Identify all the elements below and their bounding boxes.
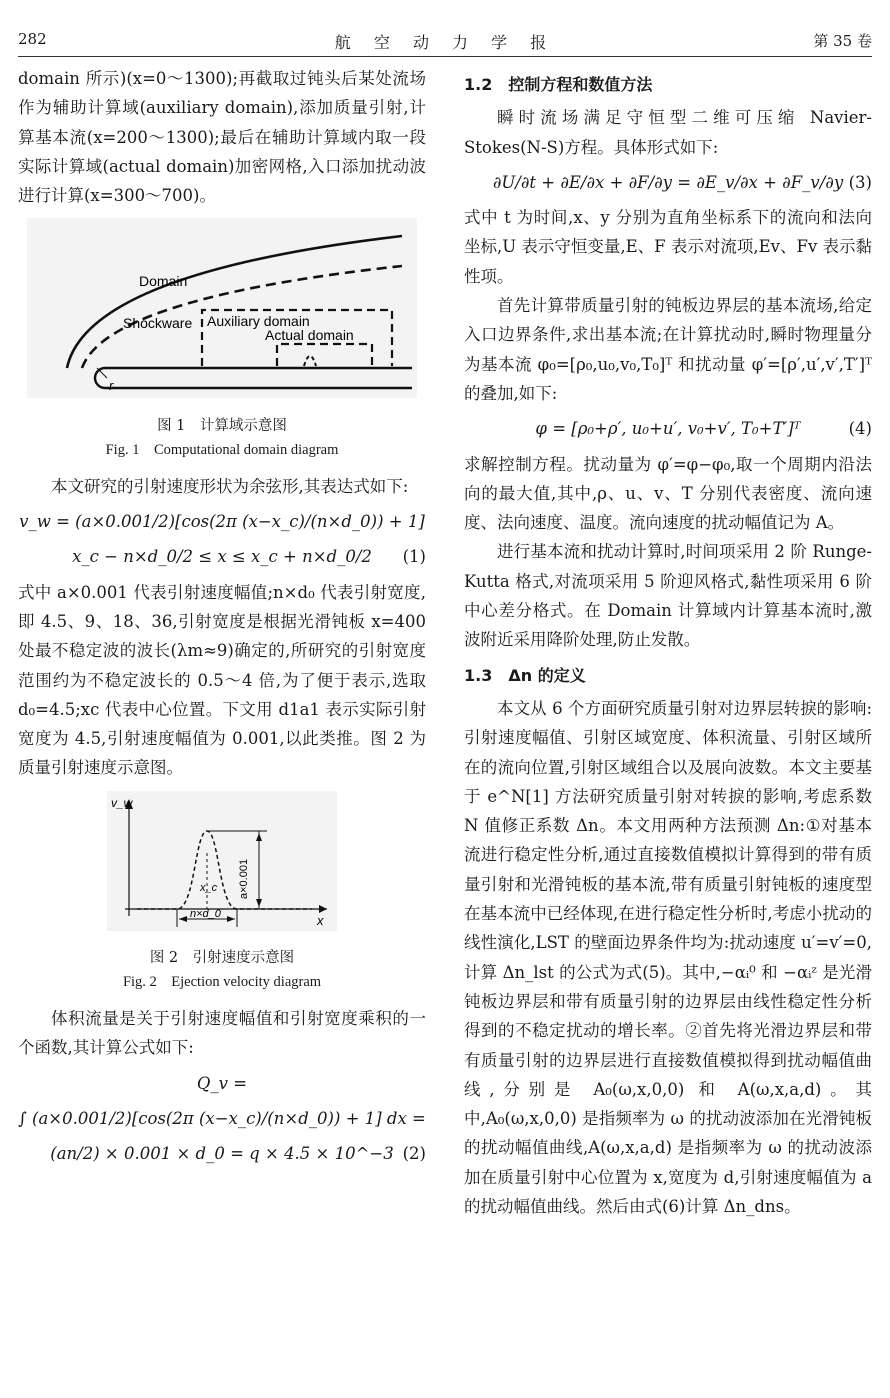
- section-heading-1-3: 1.3 Δn 的定义: [464, 665, 586, 685]
- equation-2a: Q_v =: [196, 1073, 248, 1093]
- computational-domain-diagram: [27, 218, 417, 398]
- width-label: n×d_0: [190, 907, 221, 920]
- page-number: 282: [18, 30, 47, 48]
- radius-label: r: [109, 378, 114, 394]
- paragraph: 瞬时流场满足守恒型二维可压缩 Navier-Stokes(N-S)方程。具体形式如下:: [464, 108, 872, 157]
- equation-2: [18, 1139, 426, 1168]
- equation-1b: x_c − n×d_0/2 ≤ x ≤ x_c + n×d_0/2: [72, 547, 372, 567]
- center-position-label: x_c: [200, 881, 218, 894]
- figure-2-caption-en: Fig. 2 Ejection velocity diagram: [122, 974, 322, 991]
- equation-4-body: φ = [ρ₀+ρ′, u₀+u′, v₀+v′, T₀+T′]ᵀ: [535, 419, 801, 439]
- shockware-label: Shockware: [123, 315, 193, 332]
- equation-3-body: ∂U/∂t + ∂E/∂x + ∂F/∂y = ∂E_v/∂x + ∂F_v/∂y: [492, 172, 844, 192]
- paragraph: 本文研究的引射速度形状为余弦形,其表达式如下:: [51, 476, 409, 496]
- equation-3: [464, 168, 872, 197]
- paragraph: 求解控制方程。扰动量为 φ′=φ−φ₀,取一个周期内沿法向的最大值,其中,ρ、u、v、T 分别代表密度、流向速度、法向速度、温度。流向速度的扰动幅值记为 A。: [464, 454, 872, 533]
- volume-label: 第 35 卷: [813, 32, 872, 50]
- equation-2c: (an/2) × 0.001 × d_0 = q × 4.5 × 10^−3: [50, 1144, 394, 1164]
- y-axis-label: v_w: [111, 795, 133, 810]
- domain-label: Domain: [139, 273, 188, 290]
- figure-1-caption-en: Fig. 1 Computational domain diagram: [105, 441, 339, 458]
- paragraph: 式中 a×0.001 代表引射速度幅值;n×d₀ 代表引射宽度,即 4.5、9、18、36,引射宽度是根据光滑钝板 x=400 处最不稳定波的波长(λm≈9)确定的,所研究的引射宽度范围约为不稳定波长的 0.5～4 倍,为了便于表示,选取 d₀=4.5;xc 代表中心位置。下文用 d1a1 表示实际引射宽度为 4.5,引射速度幅值为 0.001,以此类推。图 2 为质量引射速度示意图。: [18, 582, 426, 778]
- ejection-velocity-diagram: [107, 791, 337, 931]
- equation-1: [18, 542, 426, 571]
- paragraph: 进行基本流和扰动计算时,时间项采用 2 阶 Runge-Kutta 格式,对流项采用 5 阶迎风格式,黏性项采用 6 阶中心差分格式。在 Domain 计算域内计算基本流时,激波附近采用降阶处理,防止发散。: [464, 542, 872, 650]
- paragraph: domain 所示)(x=0～1300);再截取过钝头后某处流场作为辅助计算域(auxiliary domain),添加质量引射,计算基本流(x=200～1300);最后在辅助计算域内取一段实际计算域(actual domain)加密网格,入口添加扰动波进行计算(x=300～700)。: [18, 69, 426, 206]
- x-axis-label: x: [317, 912, 324, 928]
- equation-number: (3): [848, 172, 872, 192]
- section-heading-1-2: 1.2 控制方程和数值方法: [464, 75, 653, 94]
- paragraph: 本文从 6 个方面研究质量引射对边界层转捩的影响:引射速度幅值、引射区域宽度、体积流量、引射区域所在的流向位置,引射区域组合以及展向波数。本文主要基于 e^N[1] 方法研究质量引射对转捩的影响,考虑系数 N 值修正系数 Δn。本文用两种方法预测 Δn:①对基本流进行稳定性分析,通过直接数值模拟计算得到的带有质量引射和光滑钝板的基本流,带有质量引射钝板的速度型在基本流中已经体现,在进行稳定性分析时,考虑小扰动的线性演化,LST 的壁面边界条件均为:扰动速度 u′=v′=0,计算 Δn_lst 的公式为式(5)。其中,−αᵢ⁰ 和 −αᵢᶻ 是光滑钝板边界层和带有质量引射的边界层由线性稳定性分析得到的不稳定扰动的增长率。②首先将光滑边界层和带有质量引射的边界层进行直接数值模拟得到扰动幅值曲线,分别是 A₀(ω,x,0,0) 和 A(ω,x,a,d)。其中,A₀(ω,x,0,0) 是指频率为 ω 的扰动波添加在光滑钝板的扰动幅值曲线,A(ω,x,a,d) 是指频率为 ω 的扰动波添加在质量引射中心位置为 x,宽度为 d,引射速度幅值为 a 的扰动幅值曲线。然后由式(6)计算 Δn_dns。: [464, 698, 872, 1216]
- auxiliary-domain-label: Auxiliary domain: [207, 313, 310, 330]
- page-header: [18, 30, 872, 54]
- actual-domain-label: Actual domain: [265, 327, 354, 344]
- figure-2-caption-cn: 图 2 引射速度示意图: [149, 950, 295, 967]
- equation-2b: ∫ (a×0.001/2)[cos(2π (x−x_c)/(n×d_0)) + 1] dx =: [18, 1108, 426, 1128]
- paragraph: 式中 t 为时间,x、y 分别为直角坐标系下的流向和法向坐标,U 表示守恒变量,E、F 表示对流项,Ev、Fv 表示黏性项。: [464, 208, 873, 286]
- amplitude-label: a×0.001: [238, 858, 250, 899]
- equation-4: [464, 414, 872, 443]
- figure-2: [18, 791, 426, 940]
- paragraph: 体积流量是关于引射速度幅值和引射宽度乘积的一个函数,其计算公式如下:: [18, 1009, 426, 1058]
- header-rule: [18, 56, 872, 57]
- equation-number: (4): [848, 419, 872, 439]
- equation-1a: v_w = (a×0.001/2)[cos(2π (x−x_c)/(n×d_0)) + 1]: [19, 512, 425, 532]
- equation-number: (2): [402, 1144, 426, 1164]
- journal-title: 航 空 动 力 学 报: [334, 33, 556, 52]
- paragraph: 首先计算带质量引射的钝板边界层的基本流场,给定入口边界条件,求出基本流;在计算扰动时,瞬时物理量分为基本流 φ₀=[ρ₀,u₀,v₀,T₀]ᵀ 和扰动量 φ′=[ρ′,u′,v′,T′]ᵀ 的叠加,如下:: [464, 296, 872, 403]
- right-column: [464, 64, 872, 1221]
- left-column: [18, 64, 426, 1175]
- figure-1-caption-cn: 图 1 计算域示意图: [157, 417, 287, 434]
- figure-1: [18, 218, 426, 407]
- equation-number: (1): [402, 547, 426, 567]
